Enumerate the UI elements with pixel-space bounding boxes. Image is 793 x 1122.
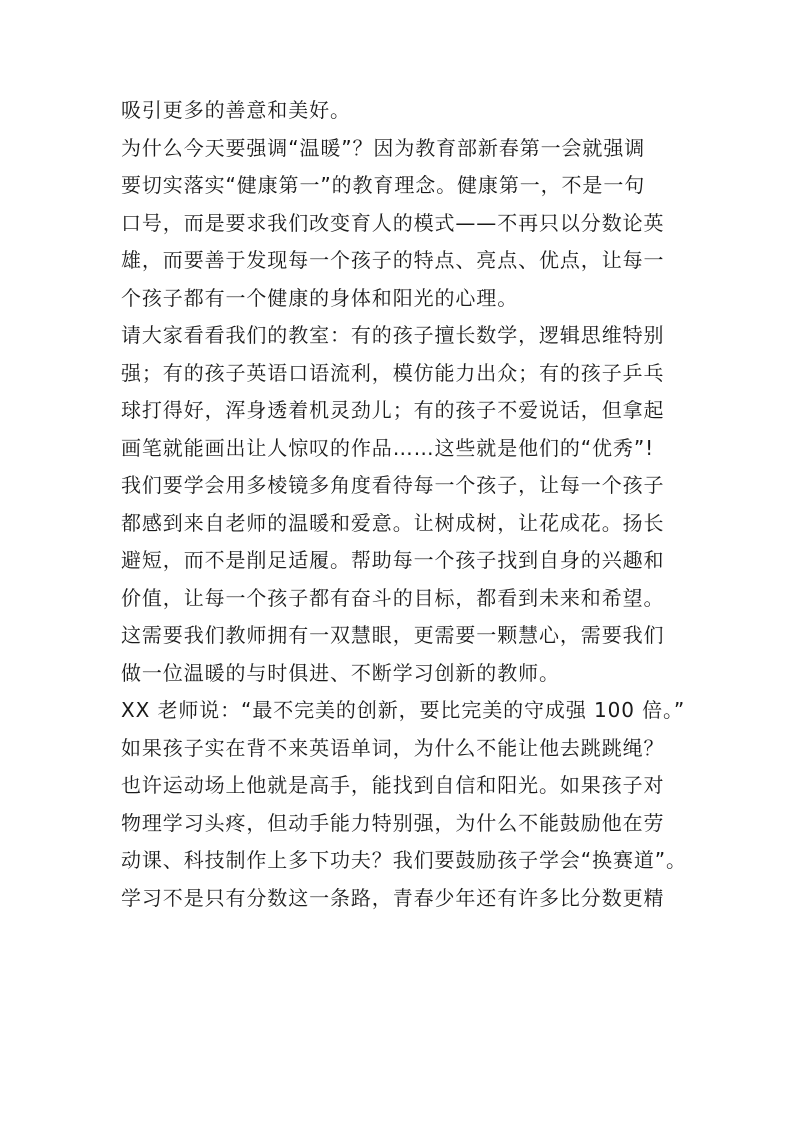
text-line: 个孩子都有一个健康的身体和阳光的心理。 — [121, 285, 519, 310]
text-line: 吸引更多的善意和美好。 — [121, 98, 351, 122]
text-line: 学习不是只有分数这一条路，青春少年还有许多比分数更精 — [121, 885, 665, 910]
text-line: 都感到来自老师的温暖和爱意。让树成树，让花成花。扬长 — [121, 510, 665, 535]
text-line: 动课、科技制作上多下功夫？我们要鼓励孩子学会“换赛道”。 — [121, 848, 687, 872]
text-line: 做一位温暖的与时俱进、不断学习创新的教师。 — [121, 660, 560, 685]
text-line: 请大家看看我们的教室：有的孩子擅长数学，逻辑思维特别 — [121, 323, 665, 347]
text-line: 这需要我们教师拥有一双慧眼，更需要一颗慧心，需要我们 — [121, 623, 665, 647]
text-line: 避短，而不是削足适履。帮助每一个孩子找到自身的兴趣和 — [121, 548, 665, 572]
text-line: 如果孩子实在背不来英语单词，为什么不能让他去跳跳绳？ — [121, 735, 665, 760]
text-line: 物理学习头疼，但动手能力特别强，为什么不能鼓励他在劳 — [121, 810, 665, 835]
text-line: 雄，而要善于发现每一个孩子的特点、亮点、优点，让每一 — [121, 248, 665, 272]
text-line: 价值，让每一个孩子都有奋斗的目标，都看到未来和希望。 — [121, 585, 665, 610]
text-line: XX 老师说：“最不完美的创新，要比完美的守成强 100 倍。” — [121, 698, 686, 722]
text-line: 要切实落实“健康第一”的教育理念。健康第一，不是一句 — [121, 173, 646, 197]
text-line: 口号，而是要求我们改变育人的模式——不再只以分数论英 — [121, 210, 665, 235]
text-line: 强；有的孩子英语口语流利，模仿能力出众；有的孩子乒乓 — [121, 360, 665, 385]
body-text — [121, 92, 701, 917]
text-line: 画笔就能画出让人惊叹的作品……这些就是他们的“优秀”! — [121, 435, 655, 460]
text-line: 为什么今天要强调“温暖”？因为教育部新春第一会就强调 — [121, 135, 646, 160]
text-line: 球打得好，浑身透着机灵劲儿；有的孩子不爱说话，但拿起 — [121, 398, 665, 422]
text-line: 也许运动场上他就是高手，能找到自信和阳光。如果孩子对 — [121, 773, 665, 797]
text-line: 我们要学会用多棱镜多角度看待每一个孩子，让每一个孩子 — [121, 473, 665, 497]
